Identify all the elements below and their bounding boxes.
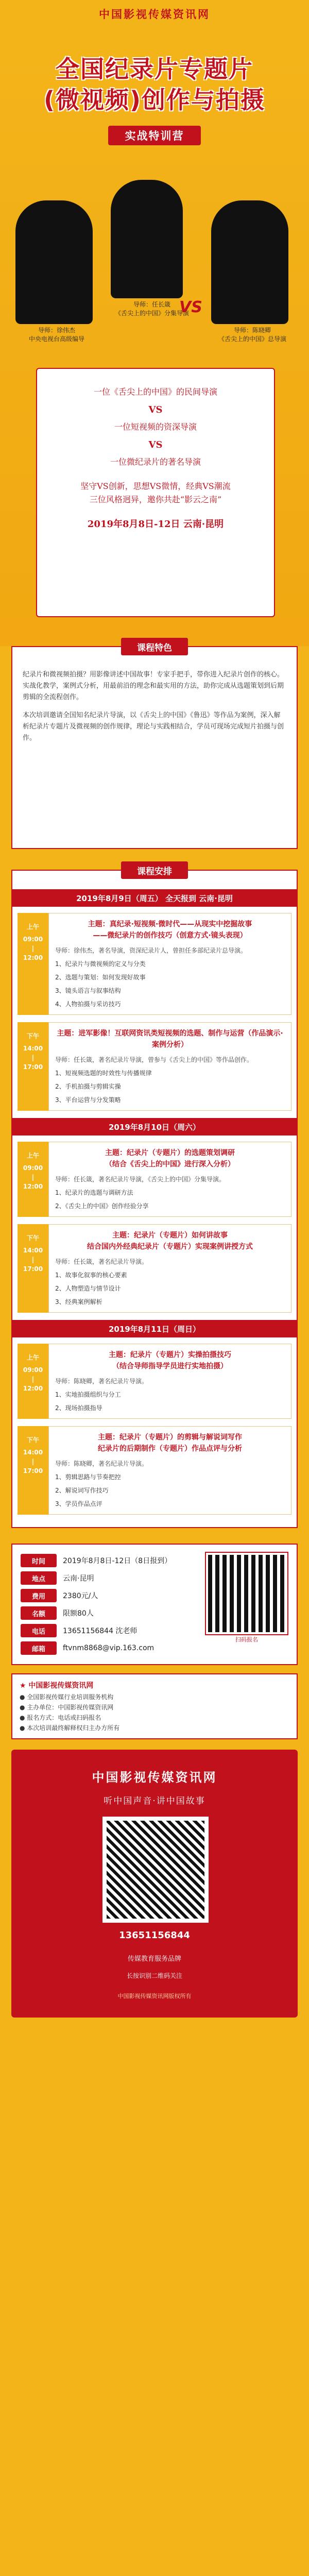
info-label: 邮箱 (21, 1641, 57, 1655)
schedule-section (11, 866, 298, 1528)
endcard-phone: 13651156844 (119, 1930, 190, 1941)
slot-period: 上午 (26, 1354, 39, 1361)
signup-qr-code[interactable] (206, 1553, 287, 1634)
mentor-2 (111, 180, 189, 317)
schedule-title: 课程安排 (121, 861, 188, 879)
slot-point: 2、选题与策划：如何发现好故事 (55, 974, 146, 981)
slot-hours: 09:00 | 12:00 (23, 1366, 43, 1392)
slot-mentor-bio: 导师：任长箴，著名纪录片导演。 (55, 1258, 148, 1265)
slot-period: 上午 (26, 1152, 39, 1159)
slot-theme: 主题：真纪录·短视频·微时代——从现实中挖掘故事 ——微纪录片的创作技巧（创意方式·镜头表现） (88, 920, 252, 940)
camp-tag-label: 实战特训营 (125, 130, 184, 142)
slot-mentor-bio: 导师：任长箴，著名纪录片导演，《舌尖上的中国》分集导演。 (55, 1176, 226, 1183)
slot-point: 1、剪辑思路与节奏把控 (55, 1473, 121, 1481)
slot-point: 2、《舌尖上的中国》创作经验分享 (55, 1202, 149, 1210)
headline-line1: 全国纪录片专题片 (56, 55, 253, 83)
slot-time (18, 1224, 48, 1313)
intro-text: 坚守VS创新，思想VS微情，经典VS潮流 三位风格迥异，邀你共赴“影云之南” (80, 481, 231, 504)
slot-hours: 09:00 | 12:00 (23, 936, 43, 961)
slot-period: 下午 (26, 1032, 39, 1040)
slot-hours: 14:00 | 17:00 (23, 1045, 43, 1071)
mentor-3-photo (211, 200, 288, 324)
info-label: 电话 (21, 1624, 57, 1637)
slot-period: 下午 (26, 1234, 39, 1242)
follow-qr-code[interactable] (102, 1817, 209, 1923)
note-line: ● 全国影视传媒行业培训服务机构 (20, 1693, 114, 1701)
slot-hours: 14:00 | 17:00 (23, 1247, 43, 1273)
slot-point: 3、平台运营与分发策略 (55, 1096, 121, 1104)
features-para-1: 纪录片和微视频拍摄？用影像讲述中国故事！专家手把手，带你进入纪录片创作的核心。实战化教学，案例式分析，用最前沿的理念和最实用的方法，助你完成从选题策划到后期剪辑的全流程创作。 (23, 671, 284, 701)
slot-point: 1、实地拍摄组织与分工 (55, 1391, 121, 1398)
slot-hours: 14:00 | 17:00 (23, 1449, 43, 1475)
schedule-slot (18, 1224, 291, 1313)
vs-mark: VS (179, 298, 202, 316)
note-line: ● 报名方式：电话或扫码报名 (20, 1714, 101, 1721)
slot-body (48, 1022, 291, 1111)
slot-time (18, 1142, 48, 1217)
slot-time (18, 913, 48, 1015)
slot-mentor-bio: 导师：陈晓卿，著名纪录片导演。 (55, 1378, 148, 1385)
slot-point: 3、经典案例解析 (55, 1298, 102, 1306)
intro-vs2: VS (148, 439, 163, 450)
intro-vs1: VS (148, 404, 163, 415)
slot-mentor-bio: 导师：陈晓卿，著名纪录片导演。 (55, 1460, 148, 1467)
slot-point: 3、学员作品点评 (55, 1500, 102, 1507)
mentor-1-photo (15, 200, 93, 324)
day-header: 2019年8月11日（周日） (12, 1320, 297, 1337)
info-area (11, 1544, 298, 1739)
slot-theme: 主题：纪录片（专题片）的剪辑与解说词写作 纪录片的后期制作（专题片）作品点评与分析 (98, 1433, 242, 1453)
endcard-copyright: 中国影视传媒资讯网版权所有 (117, 1993, 192, 1999)
intro-line2: 一位短视频的资深导演 (114, 422, 197, 432)
intro-box (36, 368, 275, 617)
intro-line3: 一位微纪录片的著名导演 (110, 457, 201, 467)
notes-list (20, 1692, 289, 1733)
info-value[interactable]: ftvnm8868@vip.163.com (63, 1644, 154, 1652)
features-section (11, 642, 298, 849)
slot-point: 1、短视频选题的时效性与传播规律 (55, 1070, 152, 1077)
notes-heading: ★ 中国影视传媒资讯网 (20, 1682, 94, 1690)
mentor-1 (15, 200, 93, 343)
slot-body (48, 1142, 291, 1217)
slot-body (48, 1224, 291, 1313)
notes-box (11, 1673, 298, 1739)
slot-period: 上午 (26, 923, 39, 930)
headline (0, 54, 309, 115)
schedule-list (12, 889, 297, 1515)
endcard-title: 中国影视传媒资讯网 (92, 1770, 217, 1785)
slot-body (48, 913, 291, 1015)
info-label: 地点 (21, 1571, 57, 1585)
schedule-slot (18, 1022, 291, 1111)
schedule-slot (18, 1426, 291, 1515)
slot-time (18, 1426, 48, 1515)
info-value: 限额80人 (63, 1609, 94, 1618)
qr-caption: 扫码报名 (235, 1636, 258, 1643)
slot-theme: 主题：进军影像！互联网资讯类短视频的选题、制作与运营（作品演示·案例分析） (57, 1029, 283, 1049)
slot-point: 2、人物塑造与情节设计 (55, 1285, 121, 1292)
slot-point: 2、现场拍摄指导 (55, 1404, 102, 1412)
info-box (11, 1544, 298, 1665)
slot-hours: 09:00 | 12:00 (23, 1164, 43, 1190)
info-label: 费用 (21, 1589, 57, 1602)
info-label: 名额 (21, 1606, 57, 1620)
endcard-note: 传媒教育服务品牌 (127, 1955, 181, 1963)
day-header: 2019年8月10日（周六） (12, 1118, 297, 1136)
info-label: 时间 (21, 1554, 57, 1567)
slot-mentor-bio: 导师：任长箴，著名纪录片导演，曾参与《舌尖上的中国》等作品创作。 (55, 1056, 253, 1063)
endcard-sub: 听中国声音·讲中国故事 (104, 1796, 205, 1806)
schedule-slot (18, 913, 291, 1015)
features-para-2: 本次培训邀请全国知名纪录片导演，以《舌尖上的中国》《鲁迅》等作品为案例，深入解析纪录片专题片及微视频的创作规律，理论与实践相结合，学员可现场完成短片拍摄与创作。 (23, 711, 284, 742)
slot-point: 3、镜头语言与叙事结构 (55, 987, 121, 994)
slot-time (18, 1344, 48, 1419)
top-banner (0, 0, 309, 28)
end-card (11, 1750, 298, 2018)
schedule-slot (18, 1344, 291, 1419)
intro-date: 2019年8月8日-12日 云南·昆明 (87, 519, 224, 530)
info-value: 2019年8月8日-12日（8日报到） (63, 1557, 172, 1565)
mentor-group (10, 154, 299, 345)
intro-line1: 一位《舌尖上的中国》的民间导演 (93, 387, 217, 397)
info-value: 云南·昆明 (63, 1574, 94, 1583)
slot-time (18, 1022, 48, 1111)
slot-point: 1、纪录片与微视频的定义与分类 (55, 960, 146, 968)
slot-theme: 主题：纪录片（专题片）的选题策划调研 （结合《舌尖上的中国》进行深入分析） (105, 1149, 235, 1168)
camp-tag (108, 126, 201, 145)
slot-period: 下午 (26, 1436, 39, 1444)
mentor-1-caption: 导师：徐伟杰 中央电视台高级编导 (28, 327, 84, 343)
slot-point: 2、解说词写作技巧 (55, 1487, 109, 1494)
note-line: ● 主办单位：中国影视传媒资讯网 (20, 1704, 114, 1711)
schedule-slot (18, 1142, 291, 1217)
headline-line2: (微视频)创作与拍摄 (43, 86, 266, 114)
features-title: 课程特色 (121, 638, 188, 655)
poster (0, 28, 309, 646)
mentor-2-caption: 导师：任长箴 《舌尖上的中国》分集导演 (114, 301, 189, 317)
slot-theme: 主题：纪录片（专题片）实操拍摄技巧 （结合导师指导学员进行实地拍摄） (109, 1351, 231, 1370)
info-value[interactable]: 13651156844 沈老师 (63, 1627, 138, 1635)
day-header: 2019年8月9日（周五） 全天报到 云南·昆明 (12, 889, 297, 907)
brand-title: 中国影视传媒资讯网 (99, 8, 210, 21)
note-line: ● 本次培训最终解释权归主办方所有 (20, 1724, 120, 1732)
info-value: 2380元/人 (63, 1592, 98, 1600)
mentor-3 (211, 200, 288, 343)
slot-body (48, 1426, 291, 1515)
endcard-follow-hint: 长按识别二维码关注 (126, 1972, 182, 1979)
slot-point: 4、人物拍摄与采访技巧 (55, 1001, 121, 1008)
slot-body (48, 1344, 291, 1419)
mentor-2-photo (111, 180, 183, 298)
slot-mentor-bio: 导师：徐伟杰，著名导演，资深纪录片人，曾担任多部纪录片总导演。 (55, 947, 247, 954)
slot-point: 1、故事化叙事的核心要素 (55, 1272, 127, 1279)
slot-theme: 主题：纪录片（专题片）如何讲故事 结合国内外经典纪录片（专题片）实现案例讲授方式 (87, 1231, 253, 1251)
mentor-3-caption: 导师：陈晓卿 《舌尖上的中国》总导演 (218, 327, 286, 343)
slot-point: 2、手机拍摄与剪辑实操 (55, 1083, 121, 1090)
slot-point: 1、纪录片的选题与调研方法 (55, 1189, 133, 1196)
